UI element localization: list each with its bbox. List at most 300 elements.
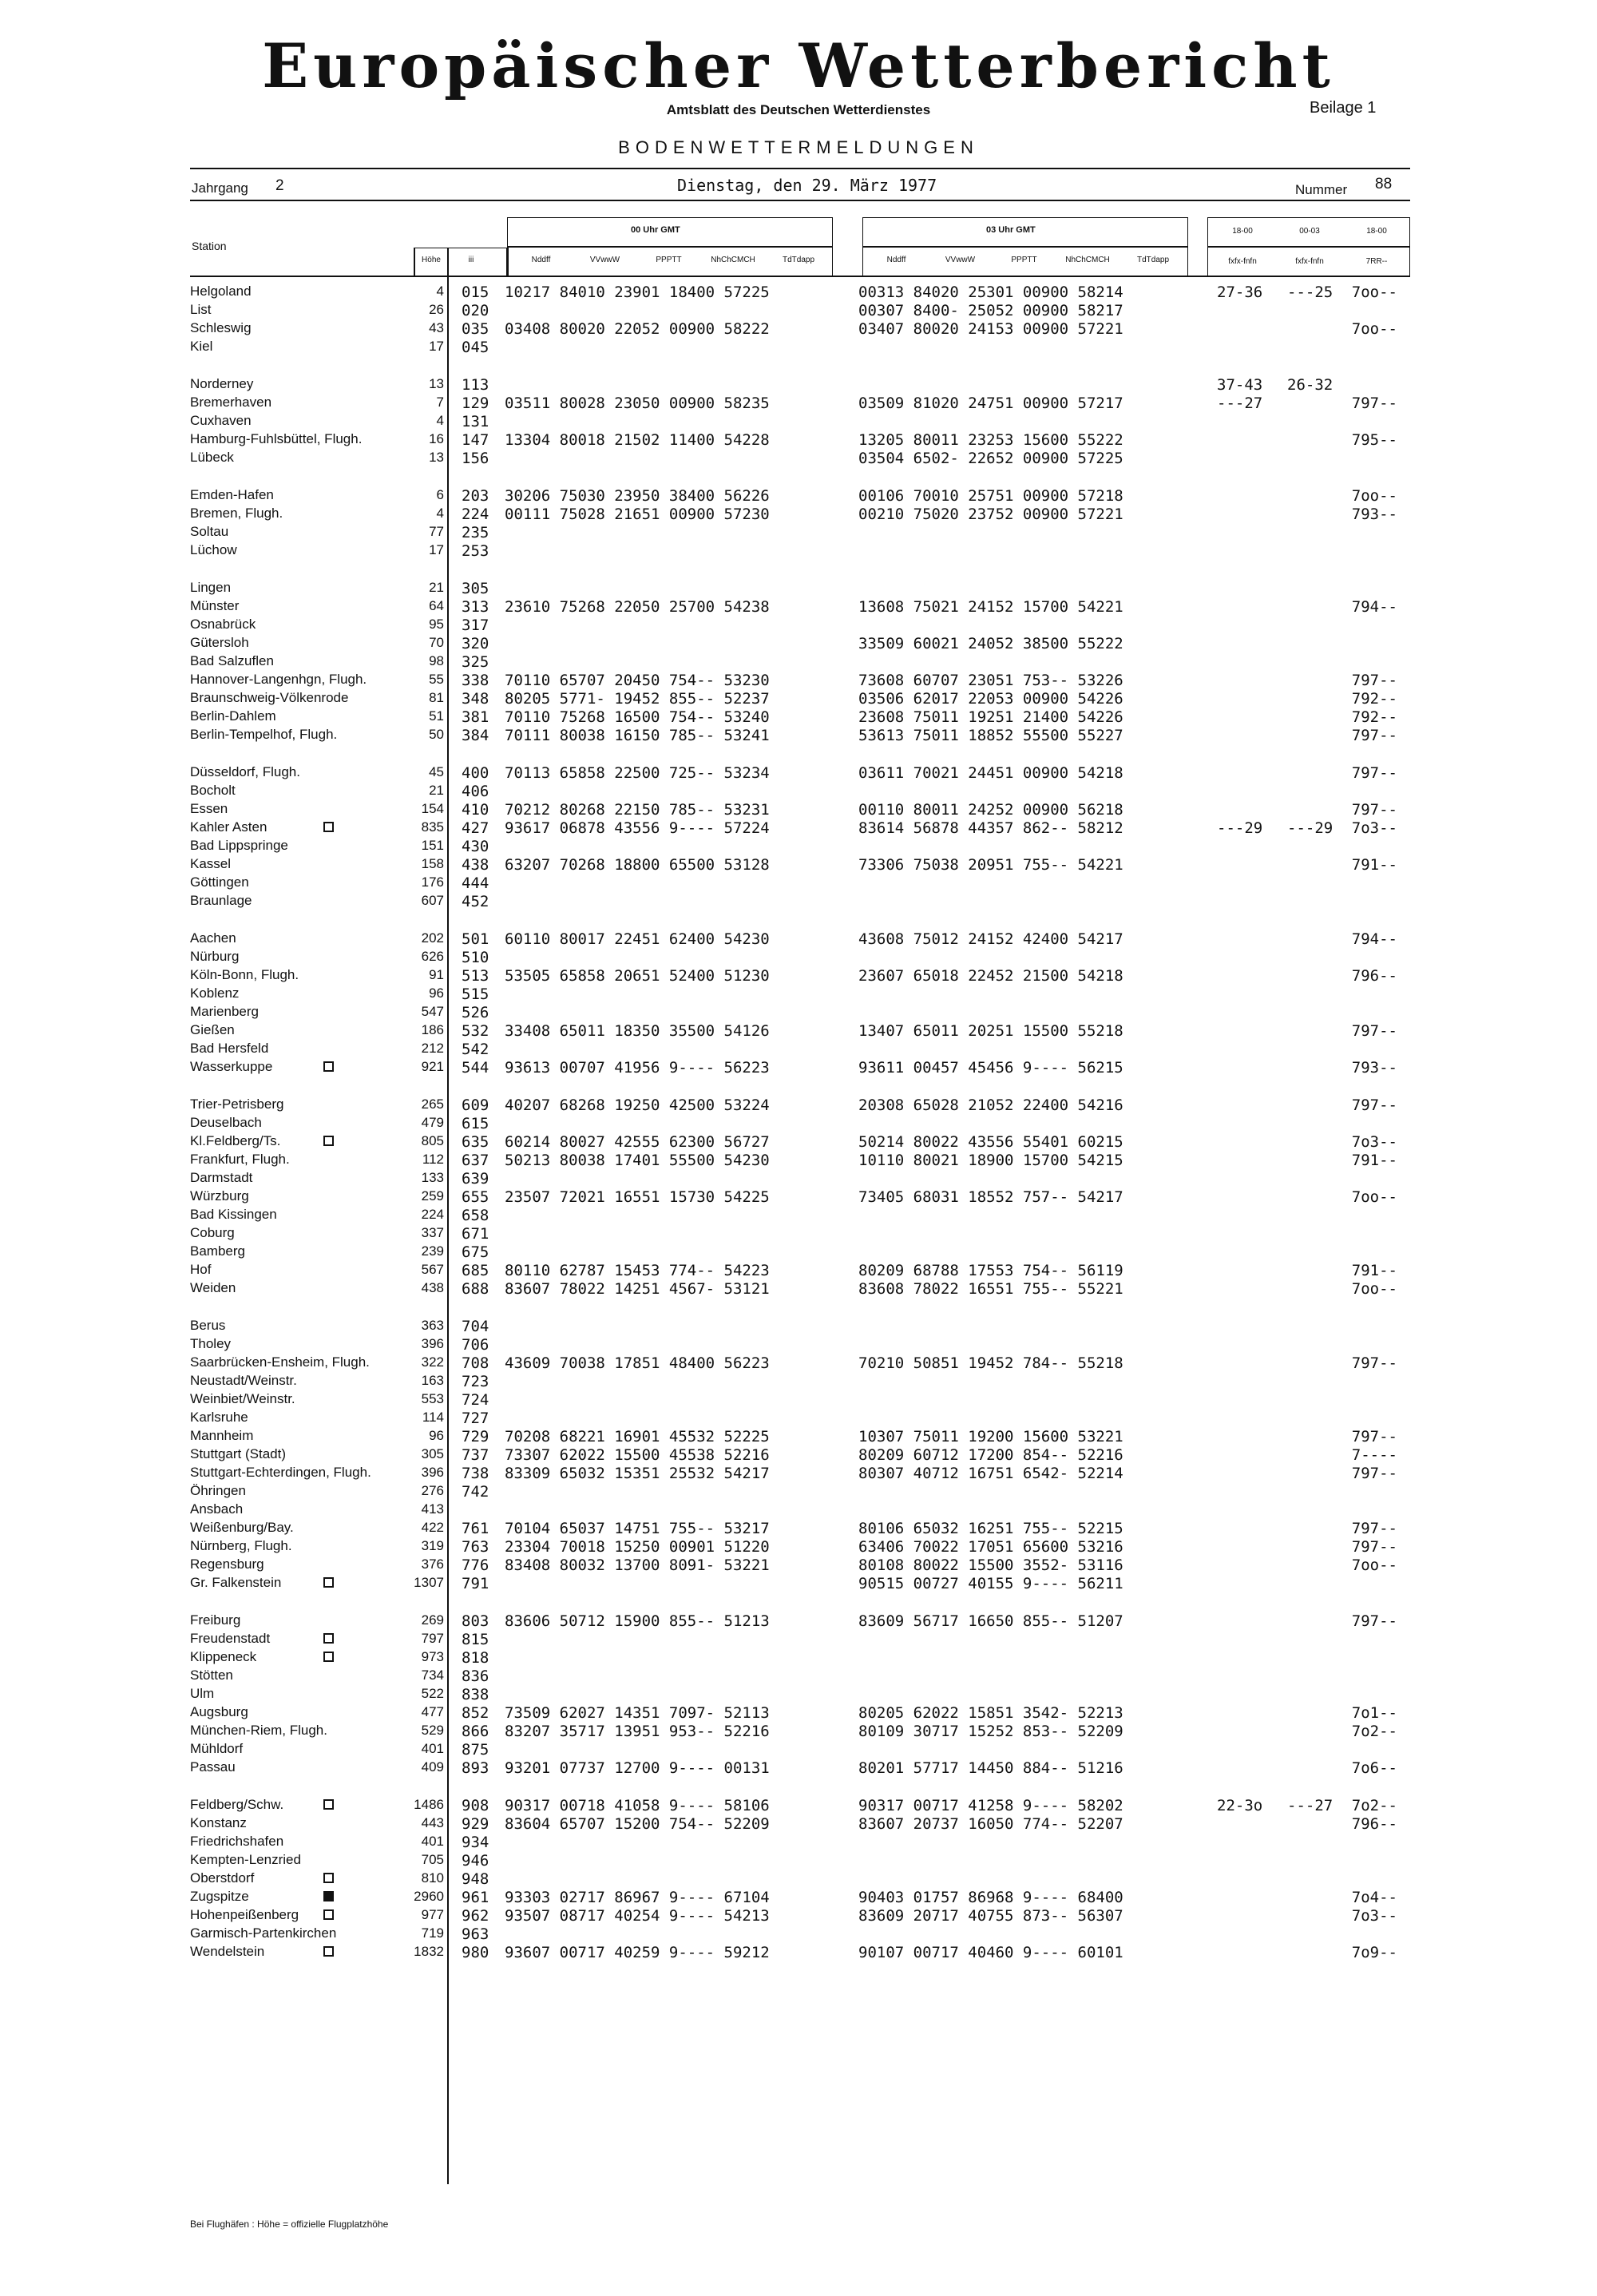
- obs-03-gmt: 83609 56717 16650 855-- 51207: [858, 1612, 1123, 1630]
- station-id: 723: [462, 1373, 489, 1390]
- station-id: 763: [462, 1538, 489, 1556]
- station-id: 113: [462, 376, 489, 394]
- jahrgang-value: 2: [275, 177, 284, 194]
- station-name: Bad Salzuflen: [190, 653, 274, 668]
- station-name: Kl.Feldberg/Ts.: [190, 1133, 281, 1148]
- station-name: Wasserkuppe: [190, 1059, 273, 1074]
- obs-03-gmt: 80307 40712 16751 6542- 52214: [858, 1465, 1123, 1482]
- station-height: 719: [421, 1925, 444, 1941]
- obs-03-gmt: 03407 80020 24153 00900 57221: [858, 320, 1123, 338]
- station-id: 875: [462, 1741, 489, 1759]
- obs-00-gmt: 63207 70268 18800 65500 53128: [505, 856, 770, 874]
- station-id: 761: [462, 1520, 489, 1537]
- station-name: Feldberg/Schw.: [190, 1797, 284, 1812]
- station-name: Würzburg: [190, 1188, 249, 1204]
- station-height: 443: [421, 1815, 444, 1830]
- document-subtitle: Amtsblatt des Deutschen Wetterdienstes: [666, 102, 931, 117]
- station-name: Cuxhaven: [190, 413, 252, 428]
- block03-col-clouds: NhChCMCH: [1065, 256, 1110, 264]
- obs-00-gmt: 30206 75030 23950 38400 56226: [505, 487, 770, 505]
- table-row: [0, 1354, 1597, 1373]
- table-row: [0, 1391, 1597, 1410]
- table-row: [0, 653, 1597, 672]
- station-height: 95: [429, 617, 444, 632]
- station-height: 921: [421, 1059, 444, 1074]
- table-row: [0, 339, 1597, 357]
- station-height: 835: [421, 819, 444, 835]
- extra-7rr: 796--: [1351, 967, 1397, 985]
- station-name: Kahler Asten: [190, 819, 267, 835]
- square-icon: [323, 1652, 334, 1662]
- station-height: 265: [421, 1096, 444, 1112]
- station-height: 269: [421, 1612, 444, 1628]
- table-row: [0, 1188, 1597, 1207]
- table-row: [0, 580, 1597, 598]
- station-height: 114: [422, 1410, 444, 1425]
- station-height: 98: [429, 653, 444, 668]
- station-height: 705: [421, 1852, 444, 1867]
- station-id: 348: [462, 690, 489, 708]
- station-id: 655: [462, 1188, 489, 1206]
- table-row: [0, 1797, 1597, 1815]
- obs-00-gmt: 70110 65707 20450 754-- 53230: [505, 672, 770, 689]
- table-row: [0, 764, 1597, 783]
- station-name: Weißenburg/Bay.: [190, 1520, 294, 1535]
- station-id: 962: [462, 1907, 489, 1925]
- obs-03-gmt: 50214 80022 43556 55401 60215: [858, 1133, 1123, 1151]
- station-height: 479: [421, 1115, 444, 1130]
- station-id: 381: [462, 708, 489, 726]
- station-name: Köln-Bonn, Flugh.: [190, 967, 299, 982]
- station-id: 838: [462, 1686, 489, 1703]
- station-height: 276: [421, 1483, 444, 1498]
- hoehe-header: Höhe: [422, 256, 441, 264]
- station-id: 639: [462, 1170, 489, 1188]
- obs-03-gmt: 90107 00717 40460 9---- 60101: [858, 1944, 1123, 1961]
- obs-03-gmt: 13407 65011 20251 15500 55218: [858, 1022, 1123, 1040]
- station-height: 96: [429, 1428, 444, 1443]
- obs-03-gmt: 03504 6502- 22652 00900 57225: [858, 450, 1123, 467]
- nummer-label: Nummer: [1295, 182, 1348, 197]
- station-height: 50: [429, 727, 444, 742]
- station-id: 444: [462, 874, 489, 892]
- station-name: Gießen: [190, 1022, 235, 1037]
- table-row: [0, 1243, 1597, 1262]
- table-row: [0, 1022, 1597, 1041]
- extra-7rr: 797--: [1351, 672, 1397, 689]
- obs-00-gmt: 43609 70038 17851 48400 56223: [505, 1354, 770, 1372]
- station-name: Ansbach: [190, 1501, 244, 1517]
- extra-7rr: 797--: [1351, 1538, 1397, 1556]
- table-row: [0, 450, 1597, 468]
- station-height: 305: [421, 1446, 444, 1461]
- station-id: 803: [462, 1612, 489, 1630]
- obs-03-gmt: 80209 60712 17200 854-- 52216: [858, 1446, 1123, 1464]
- station-name: Bocholt: [190, 783, 236, 798]
- station-id: 147: [462, 431, 489, 449]
- station-name: Emden-Hafen: [190, 487, 274, 502]
- station-name: Osnabrück: [190, 617, 256, 632]
- station-name: Mühldorf: [190, 1741, 244, 1756]
- table-row: [0, 320, 1597, 339]
- table-row: [0, 1280, 1597, 1299]
- station-height: 154: [421, 801, 444, 816]
- station-id: 893: [462, 1759, 489, 1777]
- station-height: 396: [421, 1336, 444, 1351]
- extra-7rr: 7o3--: [1351, 819, 1397, 837]
- station-id: 224: [462, 506, 489, 523]
- station-id: 020: [462, 302, 489, 319]
- table-row: [0, 967, 1597, 985]
- extra-7rr: 793--: [1351, 506, 1397, 523]
- table-row: [0, 395, 1597, 413]
- obs-03-gmt: 63406 70022 17051 65600 53216: [858, 1538, 1123, 1556]
- station-height: 805: [421, 1133, 444, 1148]
- station-id: 438: [462, 856, 489, 874]
- station-height: 376: [421, 1556, 444, 1572]
- obs-00-gmt: 23507 72021 16551 15730 54225: [505, 1188, 770, 1206]
- station-id: 526: [462, 1004, 489, 1021]
- station-name: Bamberg: [190, 1243, 245, 1259]
- table-row: [0, 1612, 1597, 1631]
- block00-header: 00 Uhr GMT: [631, 225, 680, 235]
- square-icon: [323, 1909, 334, 1920]
- block03-col-pppttt: PPPTT: [1011, 256, 1037, 264]
- extra-7rr: 797--: [1351, 1520, 1397, 1537]
- station-name: Neustadt/Weinstr.: [190, 1373, 297, 1388]
- station-name: Stuttgart-Echterdingen, Flugh.: [190, 1465, 371, 1480]
- extra-7rr: 7oo--: [1351, 320, 1397, 338]
- beilage-label: Beilage 1: [1310, 99, 1377, 117]
- obs-00-gmt: 93617 06878 43556 9---- 57224: [505, 819, 770, 837]
- station-height: 413: [421, 1501, 444, 1517]
- table-row: [0, 1225, 1597, 1243]
- station-height: 176: [421, 874, 444, 890]
- obs-00-gmt: 40207 68268 19250 42500 53224: [505, 1096, 770, 1114]
- obs-03-gmt: 83608 78022 16551 755-- 55221: [858, 1280, 1123, 1298]
- station-id: 724: [462, 1391, 489, 1409]
- obs-00-gmt: 13304 80018 21502 11400 54228: [505, 431, 770, 449]
- block00-col-vvwww: VVwwW: [589, 256, 620, 264]
- extra-18-00: ---27: [1217, 395, 1263, 412]
- extra-7rr: 7o3--: [1351, 1133, 1397, 1151]
- extra-7rr: 7o2--: [1351, 1723, 1397, 1740]
- obs-03-gmt: 00307 8400- 25052 00900 58217: [858, 302, 1123, 319]
- station-name: Braunlage: [190, 893, 252, 908]
- station-height: 2960: [414, 1889, 444, 1904]
- station-id: 131: [462, 413, 489, 430]
- obs-03-gmt: 10110 80021 18900 15700 54215: [858, 1152, 1123, 1169]
- station-id: 635: [462, 1133, 489, 1151]
- station-id: 980: [462, 1944, 489, 1961]
- station-height: 212: [421, 1041, 444, 1056]
- station-name: Passau: [190, 1759, 236, 1775]
- station-id: 320: [462, 635, 489, 652]
- station-height: 13: [429, 376, 444, 391]
- table-row: [0, 542, 1597, 561]
- table-row: [0, 1520, 1597, 1538]
- extra-18-00: ---29: [1217, 819, 1263, 837]
- issue-date: Dienstag, den 29. März 1977: [677, 176, 937, 195]
- table-row: [0, 1741, 1597, 1759]
- table-row: [0, 690, 1597, 708]
- table-row: [0, 1004, 1597, 1022]
- station-name: Norderney: [190, 376, 254, 391]
- obs-03-gmt: 80205 62022 15851 3542- 52213: [858, 1704, 1123, 1722]
- table-row: [0, 1410, 1597, 1428]
- table-row: [0, 1318, 1597, 1336]
- station-height: 810: [421, 1870, 444, 1886]
- station-name: Lingen: [190, 580, 232, 595]
- extra-divider: [1207, 246, 1410, 248]
- station-id: 045: [462, 339, 489, 356]
- station-height: 151: [421, 838, 444, 853]
- extra-7rr: 795--: [1351, 431, 1397, 449]
- station-id: 501: [462, 930, 489, 948]
- table-row: [0, 302, 1597, 320]
- table-row: [0, 1815, 1597, 1834]
- station-height: 553: [421, 1391, 444, 1406]
- station-id: 452: [462, 893, 489, 910]
- section-title: BODENWETTERMELDUNGEN: [618, 137, 979, 157]
- station-name: Düsseldorf, Flugh.: [190, 764, 300, 779]
- extra-7rr: 797--: [1351, 801, 1397, 819]
- extra-bot-1: fxfx-fnfn: [1228, 257, 1257, 266]
- obs-00-gmt: 83408 80032 13700 8091- 53221: [505, 1556, 770, 1574]
- table-row: [0, 1207, 1597, 1225]
- obs-03-gmt: 90403 01757 86968 9---- 68400: [858, 1889, 1123, 1906]
- station-height: 96: [429, 985, 444, 1001]
- station-height: 259: [421, 1188, 444, 1204]
- station-name: Bad Kissingen: [190, 1207, 277, 1222]
- extra-bot-2: fxfx-fnfn: [1295, 257, 1324, 266]
- station-name: Schleswig: [190, 320, 252, 335]
- table-row: [0, 1907, 1597, 1925]
- table-row: [0, 635, 1597, 653]
- obs-00-gmt: 10217 84010 23901 18400 57225: [505, 284, 770, 301]
- station-id: 532: [462, 1022, 489, 1040]
- station-id: 836: [462, 1667, 489, 1685]
- station-id: 815: [462, 1631, 489, 1648]
- obs-00-gmt: 93303 02717 86967 9---- 67104: [505, 1889, 770, 1906]
- station-name: List: [190, 302, 212, 317]
- station-id: 156: [462, 450, 489, 467]
- obs-03-gmt: 90317 00717 41258 9---- 58202: [858, 1797, 1123, 1814]
- table-row: [0, 783, 1597, 801]
- station-name: Helgoland: [190, 284, 252, 299]
- extra-18-00: 37-43: [1217, 376, 1263, 394]
- obs-00-gmt: 03408 80020 22052 00900 58222: [505, 320, 770, 338]
- table-row: [0, 431, 1597, 450]
- table-row: [0, 1483, 1597, 1501]
- obs-00-gmt: 93201 07737 12700 9---- 00131: [505, 1759, 770, 1777]
- obs-03-gmt: 13205 80011 23253 15600 55222: [858, 431, 1123, 449]
- station-height: 1486: [414, 1797, 444, 1812]
- obs-03-gmt: 03506 62017 22053 00900 54226: [858, 690, 1123, 708]
- station-id: 313: [462, 598, 489, 616]
- obs-00-gmt: 60214 80027 42555 62300 56727: [505, 1133, 770, 1151]
- station-id: 675: [462, 1243, 489, 1261]
- station-height: 522: [421, 1686, 444, 1701]
- station-height: 91: [429, 967, 444, 982]
- station-name: Deuselbach: [190, 1115, 262, 1130]
- block03-header: 03 Uhr GMT: [986, 225, 1036, 235]
- station-height: 4: [436, 506, 444, 521]
- table-row: [0, 930, 1597, 949]
- station-height: 477: [421, 1704, 444, 1719]
- table-row: [0, 672, 1597, 690]
- station-name: Münster: [190, 598, 240, 613]
- station-id: 427: [462, 819, 489, 837]
- obs-00-gmt: 83604 65707 15200 754-- 52209: [505, 1815, 770, 1833]
- station-height: 158: [421, 856, 444, 871]
- obs-00-gmt: 70113 65858 22500 725-- 53234: [505, 764, 770, 782]
- station-name: Göttingen: [190, 874, 249, 890]
- table-row: [0, 1446, 1597, 1465]
- station-name: Berlin-Tempelhof, Flugh.: [190, 727, 338, 742]
- block03-col-vvwww: VVwwW: [945, 256, 976, 264]
- extra-7rr: 797--: [1351, 727, 1397, 744]
- station-height: 64: [429, 598, 444, 613]
- station-id: 946: [462, 1852, 489, 1870]
- extra-7rr: 797--: [1351, 1612, 1397, 1630]
- station-id: 704: [462, 1318, 489, 1335]
- obs-03-gmt: 73608 60707 23051 753-- 53226: [858, 672, 1123, 689]
- station-height: 17: [429, 542, 444, 557]
- station-height: 797: [421, 1631, 444, 1646]
- extra-7rr: 7o9--: [1351, 1944, 1397, 1961]
- station-name: Weinbiet/Weinstr.: [190, 1391, 295, 1406]
- obs-00-gmt: 93613 00707 41956 9---- 56223: [505, 1059, 770, 1077]
- table-row: [0, 1096, 1597, 1115]
- extra-bot-3: 7RR--: [1365, 257, 1388, 266]
- obs-03-gmt: 33509 60021 24052 38500 55222: [858, 635, 1123, 652]
- obs-03-gmt: 20308 65028 21052 22400 54216: [858, 1096, 1123, 1114]
- station-name: Öhringen: [190, 1483, 246, 1498]
- station-name: Gr. Falkenstein: [190, 1575, 282, 1590]
- station-name: Bremen, Flugh.: [190, 506, 283, 521]
- station-id: 235: [462, 524, 489, 541]
- station-height: 112: [422, 1152, 444, 1167]
- obs-03-gmt: 03509 81020 24751 00900 57217: [858, 395, 1123, 412]
- extra-7rr: 7oo--: [1351, 1188, 1397, 1206]
- obs-00-gmt: 73307 62022 15500 45538 52216: [505, 1446, 770, 1464]
- obs-03-gmt: 83609 20717 40755 873-- 56307: [858, 1907, 1123, 1925]
- station-name: Kassel: [190, 856, 232, 871]
- station-name: Hamburg-Fuhlsbüttel, Flugh.: [190, 431, 363, 446]
- station-id: 129: [462, 395, 489, 412]
- obs-00-gmt: 70212 80268 22150 785-- 53231: [505, 801, 770, 819]
- station-height: 319: [421, 1538, 444, 1553]
- obs-00-gmt: 70208 68221 16901 45532 52225: [505, 1428, 770, 1445]
- station-name: Stötten: [190, 1667, 233, 1683]
- table-row: [0, 874, 1597, 893]
- obs-03-gmt: 03611 70021 24451 00900 54218: [858, 764, 1123, 782]
- table-row: [0, 617, 1597, 635]
- extra-7rr: 797--: [1351, 1354, 1397, 1372]
- station-height: 43: [429, 320, 444, 335]
- station-height: 1307: [414, 1575, 444, 1590]
- table-row: [0, 727, 1597, 745]
- station-height: 45: [429, 764, 444, 779]
- station-name: Kiel: [190, 339, 213, 354]
- station-height: 6: [436, 487, 444, 502]
- station-id: 317: [462, 617, 489, 634]
- table-row: [0, 1262, 1597, 1280]
- station-id: 685: [462, 1262, 489, 1279]
- station-name: Klippeneck: [190, 1649, 257, 1664]
- obs-03-gmt: 83614 56878 44357 862-- 58212: [858, 819, 1123, 837]
- obs-00-gmt: 90317 00718 41058 9---- 58106: [505, 1797, 770, 1814]
- table-row: [0, 1889, 1597, 1907]
- extra-top-3: 18-00: [1366, 227, 1387, 236]
- block03-col-nddff: Nddff: [886, 256, 906, 264]
- table-row: [0, 1704, 1597, 1723]
- table-row: [0, 1852, 1597, 1870]
- extra-7rr: 797--: [1351, 764, 1397, 782]
- obs-03-gmt: 73306 75038 20951 755-- 54221: [858, 856, 1123, 874]
- table-row: [0, 949, 1597, 967]
- block03-divider: [862, 246, 1188, 248]
- station-id: 776: [462, 1556, 489, 1574]
- station-id: 609: [462, 1096, 489, 1114]
- obs-03-gmt: 00106 70010 25751 00900 57218: [858, 487, 1123, 505]
- obs-03-gmt: 10307 75011 19200 15600 53221: [858, 1428, 1123, 1445]
- station-name: Zugspitze: [190, 1889, 249, 1904]
- obs-00-gmt: 83207 35717 13951 953-- 52216: [505, 1723, 770, 1740]
- station-id: 729: [462, 1428, 489, 1445]
- station-name: Tholey: [190, 1336, 232, 1351]
- station-id: 727: [462, 1410, 489, 1427]
- square-icon: [323, 1873, 334, 1883]
- extra-00-03: 26-32: [1287, 376, 1333, 394]
- station-id: 961: [462, 1889, 489, 1906]
- station-name: Freiburg: [190, 1612, 241, 1628]
- table-row: [0, 1373, 1597, 1391]
- station-id: 015: [462, 284, 489, 301]
- station-height: 77: [429, 524, 444, 539]
- block00-col-pppttt: PPPTT: [656, 256, 682, 264]
- block00-divider: [507, 246, 833, 248]
- table-row: [0, 1501, 1597, 1520]
- obs-00-gmt: 60110 80017 22451 62400 54230: [505, 930, 770, 948]
- square-icon: [323, 1633, 334, 1644]
- table-row: [0, 985, 1597, 1004]
- station-name: Karlsruhe: [190, 1410, 248, 1425]
- station-id: 866: [462, 1723, 489, 1740]
- station-height: 977: [421, 1907, 444, 1922]
- station-id: 035: [462, 320, 489, 338]
- station-name: Hof: [190, 1262, 212, 1277]
- station-id: 791: [462, 1575, 489, 1592]
- obs-03-gmt: 93611 00457 45456 9---- 56215: [858, 1059, 1123, 1077]
- station-id: 929: [462, 1815, 489, 1833]
- table-row: [0, 1870, 1597, 1889]
- station-id: 325: [462, 653, 489, 671]
- obs-03-gmt: 53613 75011 18852 55500 55227: [858, 727, 1123, 744]
- vline-iii: [507, 248, 509, 276]
- obs-00-gmt: 33408 65011 18350 35500 54126: [505, 1022, 770, 1040]
- station-height: 547: [421, 1004, 444, 1019]
- station-name: Aachen: [190, 930, 236, 946]
- station-height: 81: [429, 690, 444, 705]
- extra-18-00: 27-36: [1217, 284, 1263, 301]
- extra-7rr: 7oo--: [1351, 1556, 1397, 1574]
- extra-7rr: 792--: [1351, 708, 1397, 726]
- table-row: [0, 1575, 1597, 1593]
- obs-03-gmt: 70210 50851 19452 784-- 55218: [858, 1354, 1123, 1372]
- table-row: [0, 1556, 1597, 1575]
